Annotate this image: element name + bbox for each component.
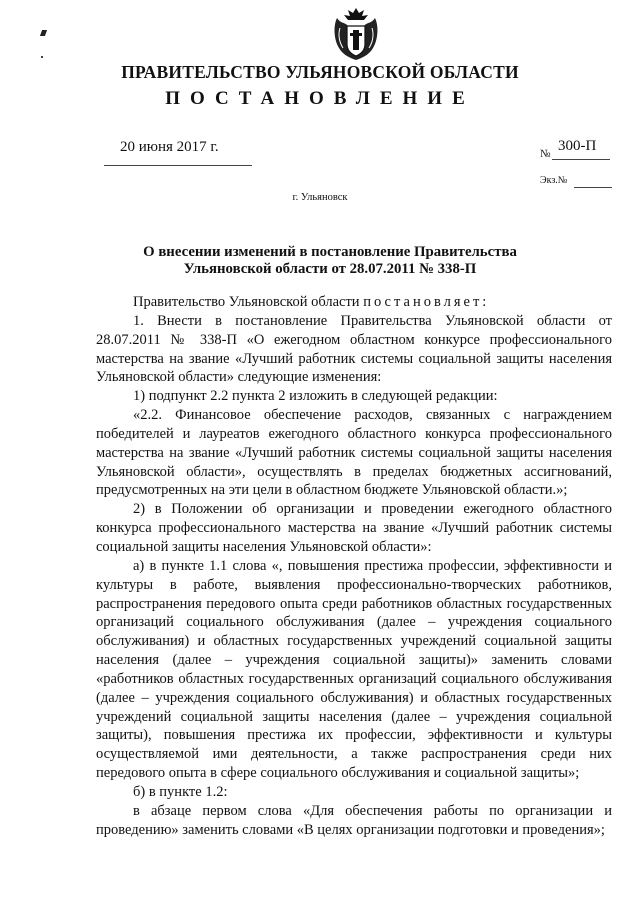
copy-number-line — [574, 187, 612, 188]
body-paragraph: 1. Внести в постановление Правительства Ульяновской области от 28.07.2011 № 338-П «О ежегодном областном конкурсе профессионального мастерства на звание «Лучший работник системы социальной защиты населения Ульяновской области» следующие изменения: — [96, 312, 612, 386]
preamble-decree-word: постановляет — [363, 294, 483, 310]
subject-line-2: Ульяновской области от 28.07.2011 № 338-П — [183, 261, 477, 277]
body-paragraph: 2) в Положении об организации и проведении ежегодного областного конкурса профессионального мастерства на звание «Лучший работник системы социальной защиты населения Ульяновской области»: — [96, 501, 612, 555]
date-underline — [104, 165, 252, 166]
document-date: 20 июня 2017 г. — [120, 139, 219, 155]
body-paragraph: 1) подпункт 2.2 пункта 2 изложить в следующей редакции: — [133, 388, 498, 405]
preamble-end: : — [482, 294, 487, 310]
body-paragraph: б) в пункте 1.2: — [133, 783, 228, 800]
document-type: ПОСТАНОВЛЕНИЕ — [165, 88, 475, 109]
number-prefix: № — [540, 148, 551, 160]
body-paragraph: «2.2. Финансовое обеспечение расходов, связанных с награждением победителей и лауреатов ежегодного областного конкурса профессионального мастерства на звание «Лучший работник системы социальной защиты населения Ульяновской области», осуществлять в пределах бюджетных ассигнований, предусмотренных на эти цели в областном бюджете Ульяновской области.»; — [96, 407, 612, 499]
number-underline — [552, 159, 610, 160]
document-subject — [130, 244, 530, 278]
copy-number-label: Экз.№ — [540, 175, 568, 186]
scan-mark — [40, 30, 47, 36]
preamble — [96, 293, 612, 312]
scan-dot — [41, 56, 43, 58]
subject-line-1: О внесении изменений в постановление Правительства — [143, 244, 517, 260]
city-name: г. Ульяновск — [292, 192, 348, 203]
government-title: ПРАВИТЕЛЬСТВО УЛЬЯНОВСКОЙ ОБЛАСТИ — [121, 62, 519, 82]
document-body — [96, 293, 612, 839]
document-number: 300-П — [558, 138, 597, 154]
body-paragraph: а) в пункте 1.1 слова «, повышения престижа профессии, эффективности и культуры в работе, выявления профессионально-творческих работников, распространения передового опыта среди работников областных государственных организаций социального обслуживания (далее – учреждения социального обслуживания) и областных государственных учреждений социальной защиты населения (далее – учреждения социальной защиты)» заменить словами «работников областных государственных организаций социального обслуживания (далее – учреждения социального обслуживания) и областных государственных учреждений социальной защиты населения (далее – учреждения социальной защиты), повышения престижа их профессии, эффективности и культуры осуществляемой ими деятельности, а также распространения среди них передового опыта в сфере социального обслуживания и социальной защиты»; — [96, 557, 612, 782]
body-paragraph: в абзаце первом слова «Для обеспечения работы по организации и проведению» заменить словами «В целях организации подготовки и проведения»; — [96, 802, 612, 838]
coat-of-arms-icon — [331, 6, 381, 62]
preamble-start: Правительство Ульяновской области — [133, 294, 364, 310]
